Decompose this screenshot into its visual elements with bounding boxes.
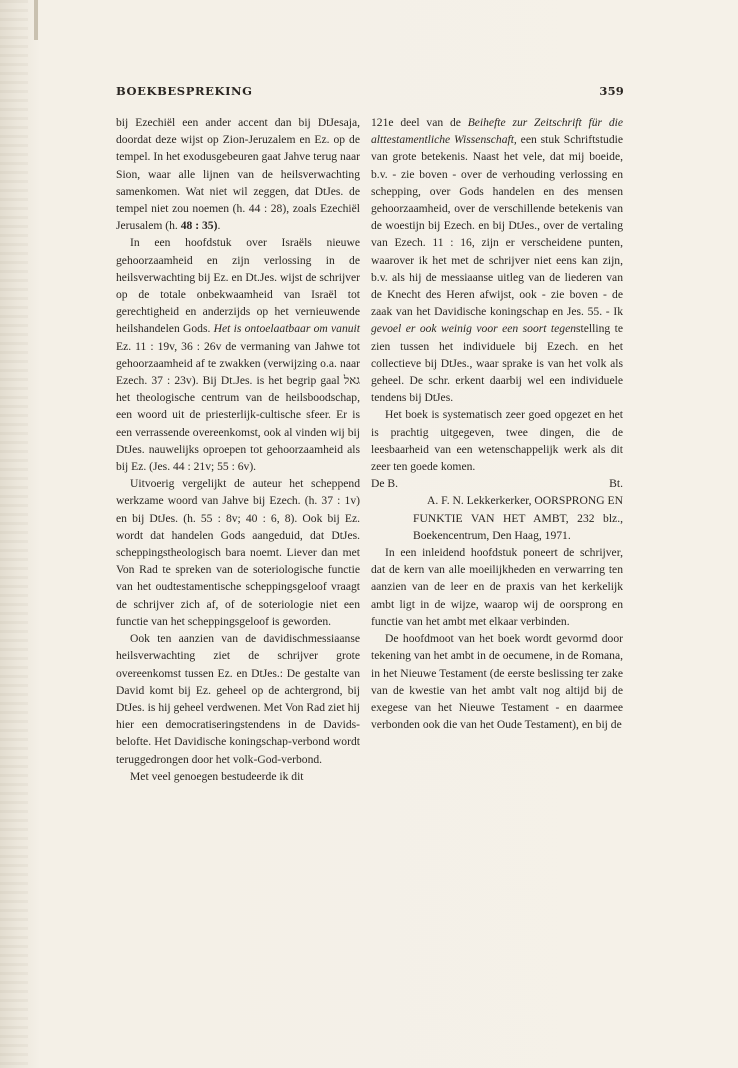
right-column bbox=[371, 114, 623, 733]
left-column bbox=[116, 114, 360, 785]
paragraph: De hoofdmoot van het boek wordt gevormd door tekening van het ambt in de oecumene, in de Romana, in het Nieuwe Testament (de eerste beslissing ter zake van de kwestie van het ambt valt nog altijd bij de exegese van het Nieuwe Testament - en daarmee verbonden ook die van het Oude Testament), en bij de bbox=[371, 632, 623, 732]
paragraph: bij Ezechiël een ander accent dan bij DtJesaja, doordat deze wijst op Zion-Jeruzalem en Ez. op de tempel. In het exodusgebeuren gaat Jahve terug naar Sion, waar alle lijnen van de heilsverwachting samenkomen. Wat niet wil zeggen, dat DtJes. de tempel niet zou noemen (h. 44 : 28), zoals Ezechiël Jerusalem (h. 48 : 35). bbox=[116, 116, 360, 233]
paragraph: 121e deel van de Beihefte zur Zeitschrift für die alttestamentliche Wissenschaft, een stuk Schriftstudie van grote betekenis. Naast het vele, dat mij boeide, b.v. - zie boven - over de verhouding verlossing en schepping, over Gods handelen en des mensen gehoorzaamheid, over de verschillende betekenis van de woestijn bij Ezech. en bij DtJes., over de vertaling van Ezech. 11 : 16, zijn er verscheidene punten, waarover ik het met de schrijver niet eens kan zijn, b.v. als hij de messiaanse uitleg van de liederen van de Knecht des Heren afwijst, ook - zie boven - de zaak van het Davidische koningschap en Jes. 55. - Ik gevoel er ook weinig voor een soort tegenstelling te zien tussen het individuele bij Ezech. en het collectieve bij DtJes., waar sprake is van het volk als geheel. De schr. erkent daarbij wel een individuele tendens bij DtJes. bbox=[371, 116, 624, 405]
binding-edge bbox=[0, 0, 28, 1068]
signature-place: Bt. bbox=[609, 477, 623, 491]
running-title: BOEKBESPREKING bbox=[116, 84, 253, 98]
paragraph: Het boek is systematisch zeer goed opgezet en het is prachtig uitgegeven, twee dingen, die de leesbaarheid van een wetenschappelijk werk als dit zeer ten goede komen. bbox=[371, 408, 623, 474]
scan-edge-mark bbox=[34, 0, 38, 40]
paragraph: In een hoofdstuk over Israëls nieuwe gehoorzaamheid en zijn verlossing in de heilsverwachting bij Ez. en Dt.Jes. wijst de schrijver op de totale onbekwaamheid van Israël tot gerechtigheid en anderzijds op het vernieuwende heilshandelen Gods. Het is ontoelaatbaar om vanuit Ez. 11 : 19v, 36 : 26v de vermaning van Jahwe tot gehoorzaamheid af te zwakken (verwijzing o.a. naar Ezech. 37 : 23v). Bij Dt.Jes. is het begrip gaal גאל het theologische centrum van de heilsboodschap, een woord uit de priesterlijk-cultische sfeer. Er is een verrassende overeenkomst, ook al vinden wij bij DtJes. nauwelijks oproepen tot gehoorzaamheid als bij Ez. (Jes. 44 : 21v; 55 : 6v). bbox=[116, 236, 360, 474]
book-citation: A. F. N. Lekkerkerker, OORSPRONG EN FUNKTIE VAN HET AMBT, 232 blz., Boekencentrum, Den Haag, 1971. bbox=[413, 494, 624, 542]
hebrew-word: גאל bbox=[343, 374, 360, 388]
paragraph: Ook ten aanzien van de davidischmessiaanse heilsverwachting ziet de schrijver grote overeenkomst tussen Ez. en DtJes.: De gestalte van David komt bij Ez. geheel op de achtergrond, bij DtJes. is hij geheel verdwenen. Met Von Rad ziet hij hier een democratiseringstendens in de Davids-belofte. Het Davidische koningschap-verbond wordt teruggedrongen door het volk-God-verbond. bbox=[116, 632, 360, 766]
page-number: 359 bbox=[599, 84, 624, 98]
signature-initials: De B. bbox=[371, 477, 399, 491]
paragraph: In een inleidend hoofdstuk poneert de schrijver, dat de kern van alle moeilijkheden en verwarring ten aanzien van de leer en de praxis van het kerkelijk ambt ligt in de wijze, waarop wij de oorsprong en functie van het ambt met elkaar verbinden. bbox=[371, 546, 623, 628]
paragraph: Met veel genoegen bestudeerde ik dit bbox=[130, 769, 304, 783]
review-signature bbox=[371, 475, 623, 492]
paragraph: Uitvoerig vergelijkt de auteur het scheppend werkzame woord van Jahve bij Ezech. (h. 37 : 1v) en bij DtJes. (h. 55 : 8v; 40 : 6, 8). Ook bij Ez. wordt dat handelen Gods aangeduid, dat DtJes. scheppingstheologisch bara noemt. Liever dan met Von Rad te spreken van de soteriologische functie van het oudtestamentische scheppingsgeloof vraagt de schrijver zich af, of de soteriologie niet een functie van het scheppingsgeloof is geworden. bbox=[116, 477, 360, 628]
page-header bbox=[116, 84, 624, 102]
